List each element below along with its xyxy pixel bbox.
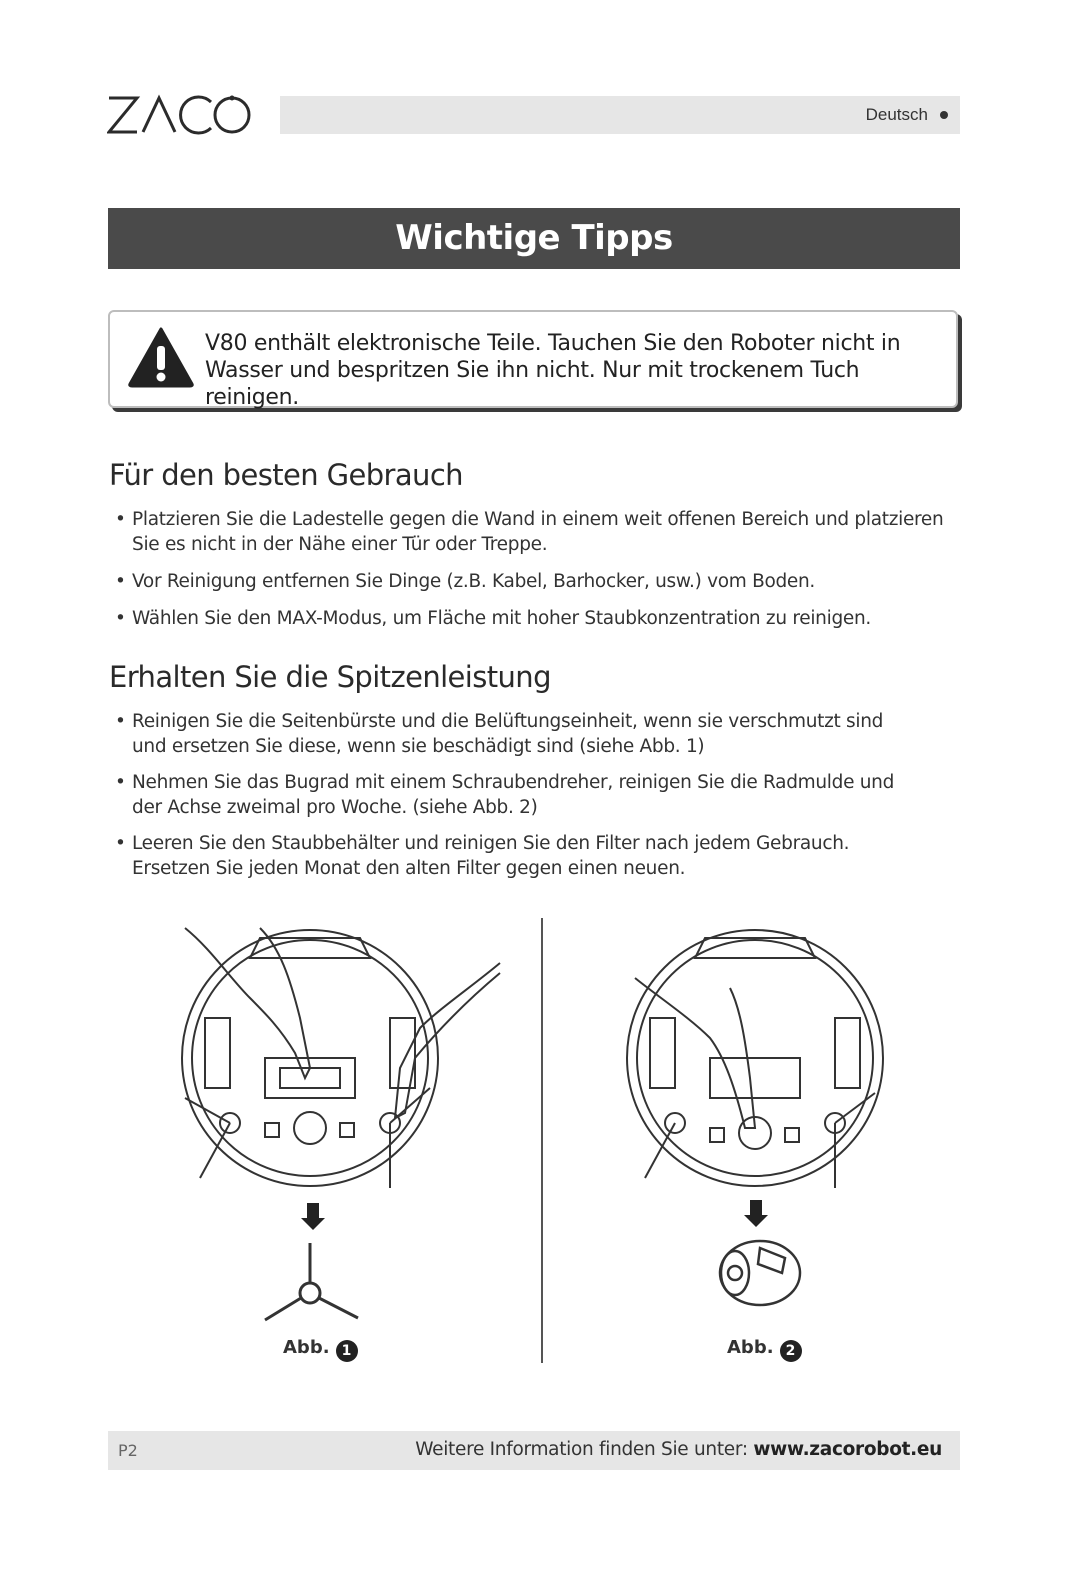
section-heading-peak-performance: Erhalten Sie die Spitzenleistung (109, 660, 551, 694)
page-title: Wichtige Tipps (108, 208, 960, 269)
list-item: • Nehmen Sie das Bugrad mit einem Schraubendreher, reinigen Sie die Radmulde und der Achse zweimal pro Woche. (siehe Abb. 2) (115, 770, 912, 820)
figure-caption-2 (727, 1337, 802, 1362)
page-number: P2 (118, 1441, 138, 1460)
language-label: Deutsch (865, 105, 928, 124)
best-use-list (115, 507, 965, 643)
language-bar (280, 96, 960, 134)
figure-divider (541, 918, 543, 1363)
list-item: • Vor Reinigung entfernen Sie Dinge (z.B. Kabel, Barhocker, usw.) vom Boden. (115, 569, 965, 594)
robot-underside-front-wheel-image (610, 918, 910, 1338)
language-dot-icon (940, 111, 948, 119)
footer-info-text: Weitere Information finden Sie unter: (415, 1439, 748, 1460)
zaco-logo-mark (107, 92, 252, 136)
figure-side-brush-illustration (170, 918, 510, 1368)
list-item: • Leeren Sie den Staubbehälter und reinigen Sie den Filter nach jedem Gebrauch. Ersetzen Sie jeden Monat den alten Filter gegen einen neuen. (115, 831, 872, 881)
figure-number-badge: 2 (780, 1340, 802, 1362)
footer-info (415, 1439, 942, 1460)
figure-front-wheel-illustration (610, 918, 910, 1368)
warning-triangle-icon (128, 326, 194, 388)
peak-performance-list (115, 709, 965, 892)
warning-text-line: V80 enthält elektronische Teile. Tauchen Sie den Roboter nicht in (205, 331, 901, 356)
figure-caption-1 (283, 1337, 358, 1362)
list-item: • Wählen Sie den MAX-Modus, um Fläche mit hoher Staubkonzentration zu reinigen. (115, 606, 965, 631)
warning-text-line: Wasser und bespritzen Sie ihn nicht. Nur mit trockenem Tuch reinigen. (205, 358, 860, 410)
warning-box (108, 310, 958, 408)
footer-website-link[interactable]: www.zacorobot.eu (753, 1439, 942, 1460)
list-item: • Reinigen Sie die Seitenbürste und die Belüftungseinheit, wenn sie verschmutzt sind und ersetzen Sie diese, wenn sie beschädigt sind (siehe Abb. 1) (115, 709, 922, 759)
robot-underside-side-brush-image (170, 918, 510, 1338)
list-item: • Platzieren Sie die Ladestelle gegen die Wand in einem weit offenen Bereich und platzieren Sie es nicht in der Nähe einer Tür oder Treppe. (115, 507, 952, 557)
figure-number-badge: 1 (336, 1340, 358, 1362)
footer-bar (108, 1431, 960, 1470)
figure-caption-label: Abb. (283, 1337, 330, 1358)
section-heading-best-use: Für den besten Gebrauch (109, 458, 463, 492)
zaco-logo (107, 92, 252, 136)
figure-caption-label: Abb. (727, 1337, 774, 1358)
warning-text (205, 330, 945, 411)
